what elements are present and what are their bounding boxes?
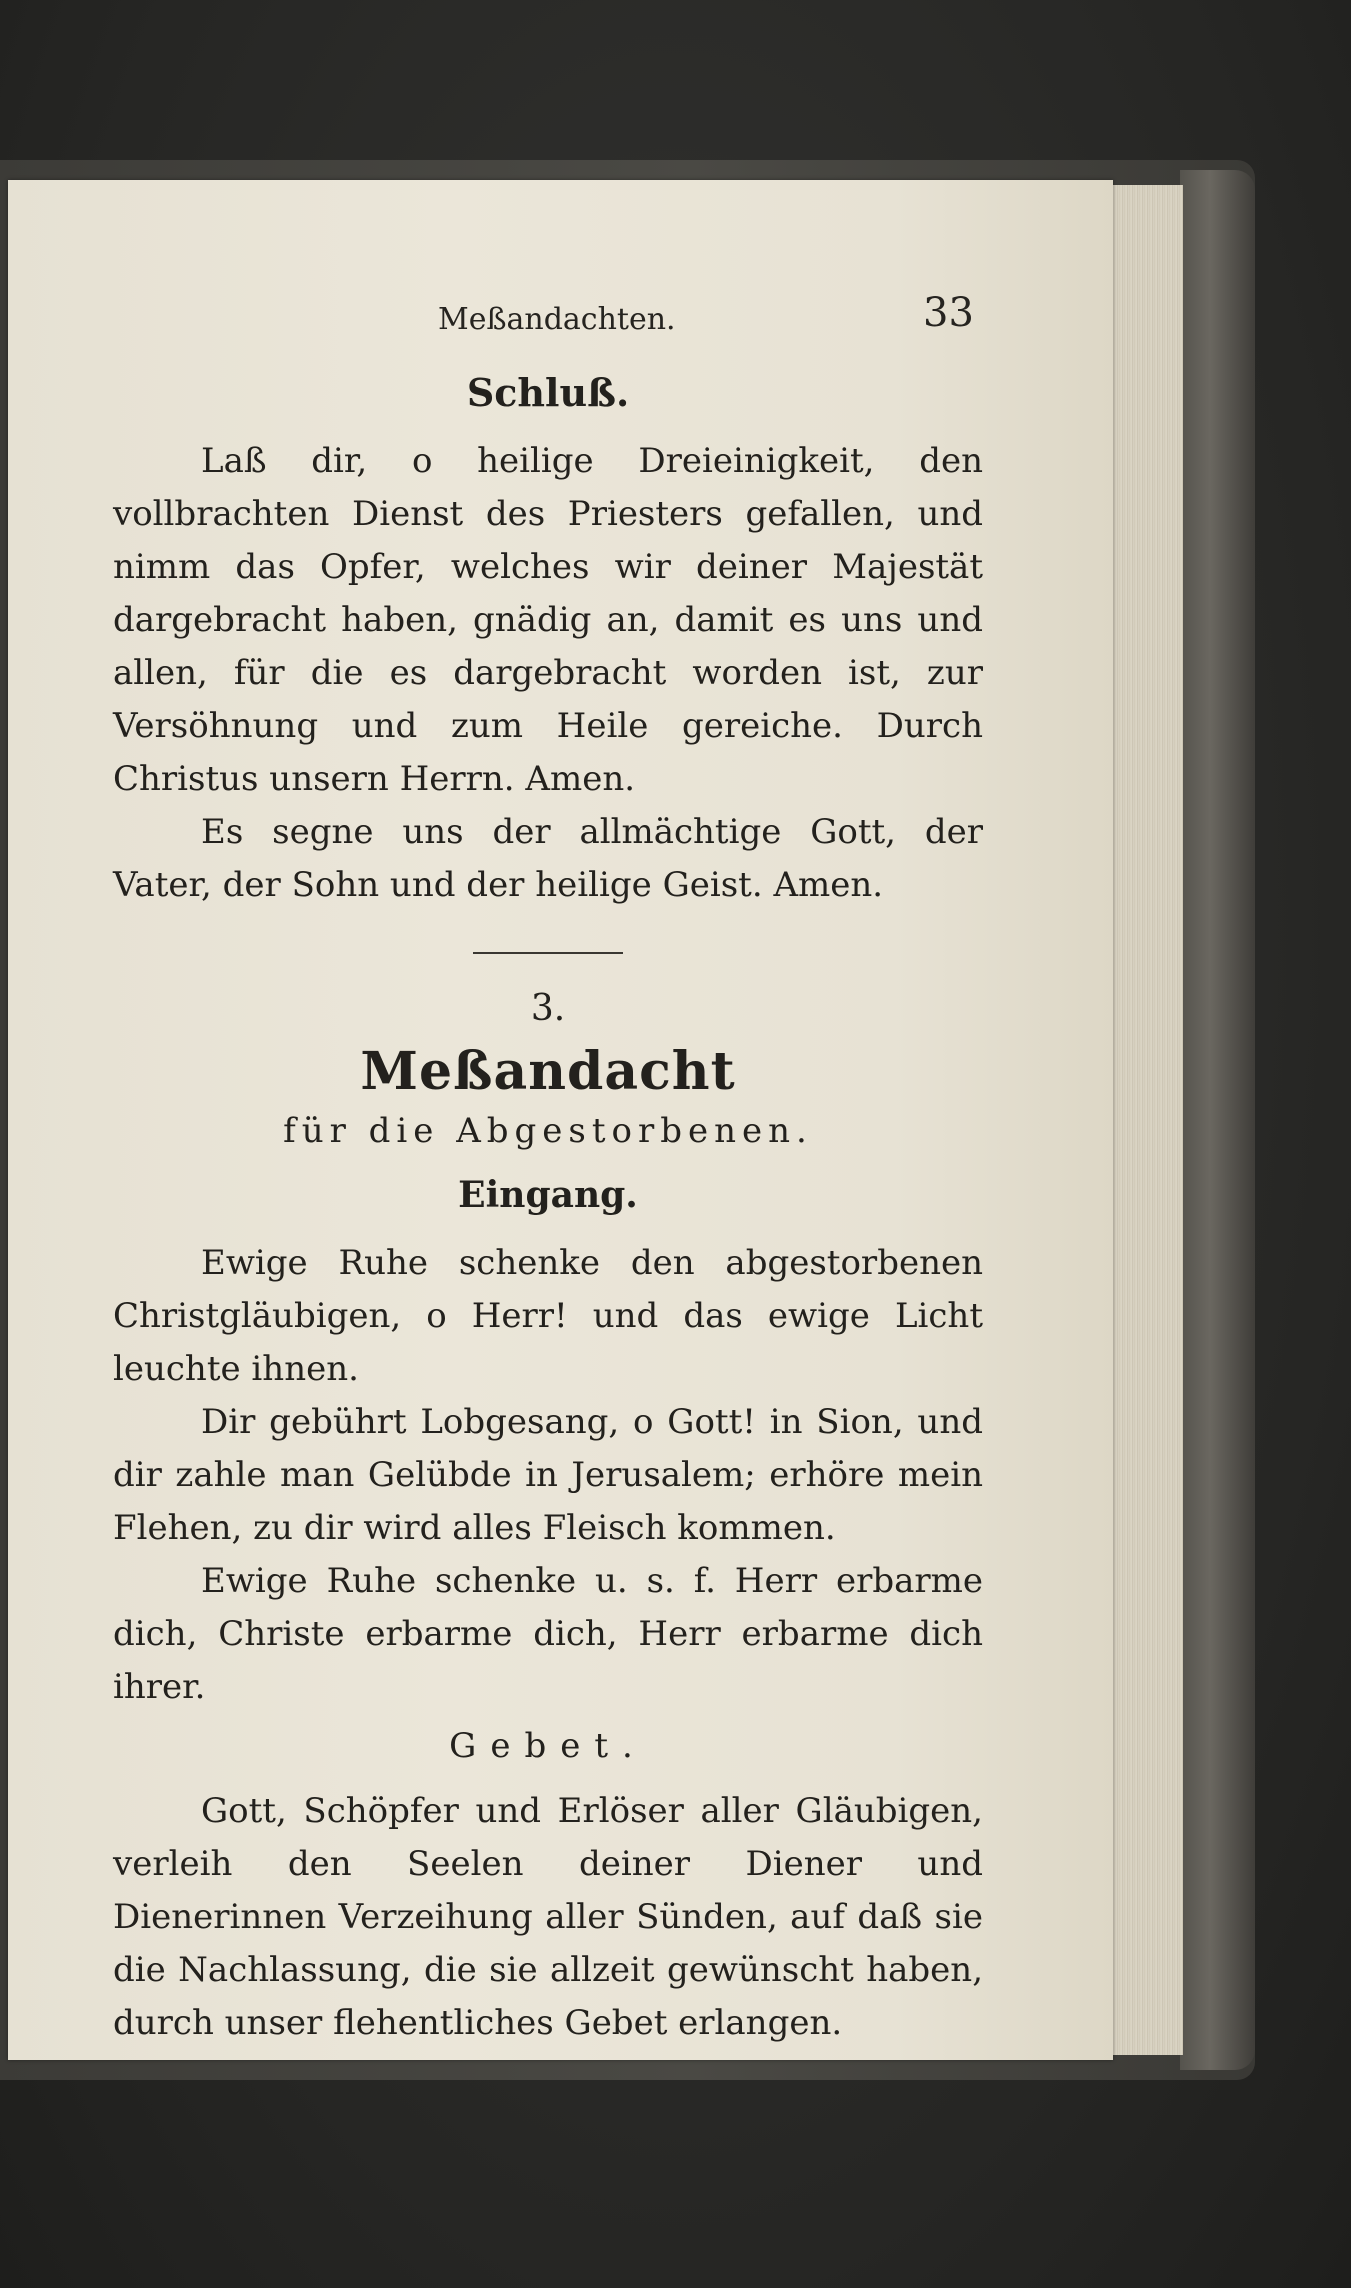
closing-paragraph-1: Laß dir, o heilige Dreieinigkeit, den vollbrachten Dienst des Priesters gefallen, und nimm das Opfer, welches wir deiner Majestät dargebracht haben, gnädig an, damit es uns und allen, für die es dargebracht worden ist, zur Versöhnung und zum Heile gereiche. Durch Christus unsern Herrn. Amen. — [113, 441, 983, 799]
entrance-paragraph-1: Ewige Ruhe schenke den abgestorbenen Christgläubigen, o Herr! und das ewige Licht leuchte ihnen. — [113, 1243, 983, 1389]
page-edges — [1108, 185, 1183, 2055]
entrance-paragraph-3: Ewige Ruhe schenke u. s. f. Herr erbarme dich, Christe erbarme dich, Herr erbarme dich ihrer. — [113, 1561, 983, 1707]
section-divider — [473, 952, 623, 954]
page-body — [113, 365, 983, 2050]
entrance-paragraph-2: Dir gebührt Lobgesang, o Gott! in Sion, und dir zahle man Gelübde in Jerusalem; erhöre mein Flehen, zu dir wird alles Fleisch kommen. — [113, 1402, 983, 1548]
prayer-paragraph-1: Gott, Schöpfer und Erlöser aller Gläubigen, verleih den Seelen deiner Diener und Dienerinnen Verzeihung aller Sünden, auf daß sie die Nachlassung, die sie allzeit gewünscht haben, durch unser flehentliches Gebet erlangen. — [113, 1791, 983, 2043]
closing-paragraph-2: Es segne uns der allmächtige Gott, der Vater, der Sohn und der heilige Geist. Amen. — [113, 812, 983, 905]
section-title: Meßandacht — [360, 1041, 736, 1102]
page-header — [8, 290, 1113, 350]
prayer-heading: Gebet. — [449, 1726, 647, 1766]
section-subtitle: für die Abgestorbenen. — [283, 1111, 813, 1151]
running-title: Meßandachten. — [438, 302, 676, 337]
entrance-heading: Eingang. — [458, 1174, 638, 1216]
book-page — [8, 180, 1113, 2060]
page-number: 33 — [923, 290, 974, 336]
book-cover-edge — [1180, 170, 1255, 2070]
section-number: 3. — [530, 988, 566, 1029]
closing-heading: Schluß. — [466, 370, 630, 415]
